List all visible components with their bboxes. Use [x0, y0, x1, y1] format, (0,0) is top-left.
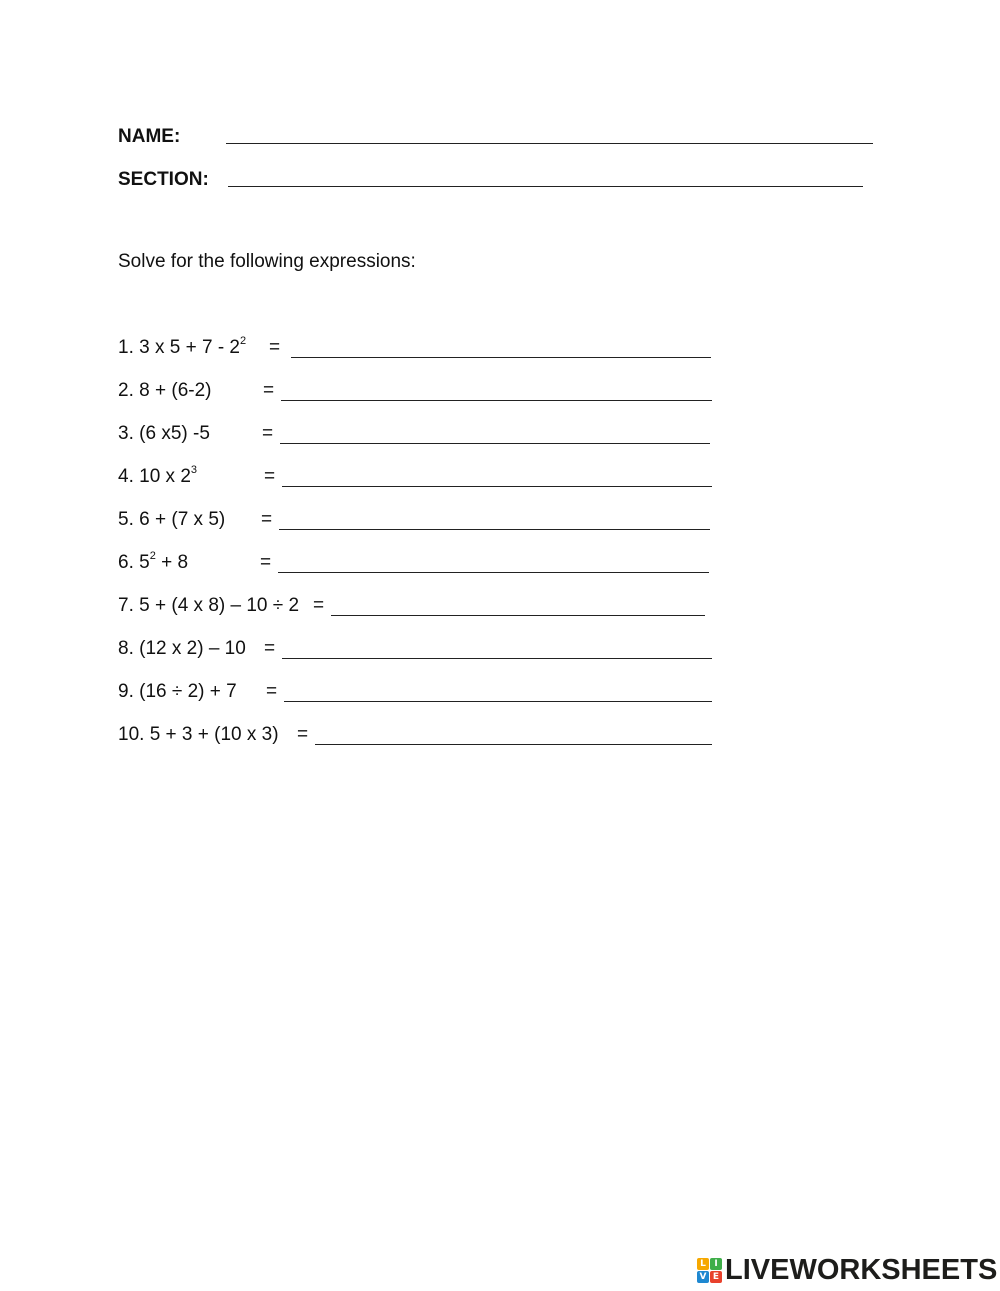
badge-letter: V	[697, 1271, 709, 1283]
problem-expression: (16 ÷ 2) + 7	[139, 681, 237, 702]
equals-sign: =	[261, 509, 273, 530]
problem-2	[118, 379, 211, 405]
problem-number: 3.	[118, 423, 134, 444]
logo-text: LIVEWORKSHEETS	[725, 1254, 998, 1286]
problem-number: 4.	[118, 466, 134, 487]
badge-letter: I	[710, 1258, 722, 1270]
problem-expression: 8 + (6-2)	[139, 380, 212, 401]
instructions-text: Solve for the following expressions:	[118, 251, 416, 272]
exponent: 2	[240, 334, 247, 347]
section-label: SECTION:	[118, 169, 209, 190]
equals-sign: =	[297, 724, 309, 745]
equals-sign: =	[269, 337, 281, 358]
problem-expression: (6 x5) -5	[139, 423, 210, 444]
problem-1	[118, 336, 246, 362]
answer-line-6[interactable]	[278, 572, 709, 573]
problem-number: 2.	[118, 380, 134, 401]
answer-line-5[interactable]	[279, 529, 710, 530]
answer-line-3[interactable]	[280, 443, 710, 444]
problem-number: 10.	[118, 724, 145, 745]
problem-6	[118, 551, 188, 577]
badge-letter: E	[710, 1271, 722, 1283]
section-field-row	[118, 161, 209, 191]
equals-sign: =	[260, 552, 272, 573]
problem-8	[118, 637, 246, 663]
problem-number: 9.	[118, 681, 134, 702]
problem-expression: 5 + 3 + (10 x 3)	[149, 724, 279, 745]
equals-sign: =	[263, 380, 275, 401]
answer-line-2[interactable]	[281, 400, 712, 401]
equals-sign: =	[313, 595, 325, 616]
problem-5	[118, 508, 225, 534]
equals-sign: =	[264, 638, 276, 659]
problem-expression: (12 x 2) – 10	[139, 638, 246, 659]
problem-number: 5.	[118, 509, 134, 530]
problem-3	[118, 422, 210, 448]
answer-line-1[interactable]	[291, 357, 711, 358]
answer-line-4[interactable]	[282, 486, 712, 487]
name-input-line[interactable]	[226, 143, 873, 144]
problem-number: 8.	[118, 638, 134, 659]
problem-number: 7.	[118, 595, 134, 616]
answer-line-9[interactable]	[284, 701, 712, 702]
name-field-row	[118, 118, 180, 148]
section-input-line[interactable]	[228, 186, 863, 187]
problem-4	[118, 465, 197, 491]
equals-sign: =	[264, 466, 276, 487]
problem-7	[118, 594, 299, 620]
equals-sign: =	[266, 681, 278, 702]
name-label: NAME:	[118, 126, 181, 147]
badge-letter: L	[697, 1258, 709, 1270]
problem-9	[118, 680, 237, 706]
liveworksheets-logo	[697, 1255, 997, 1285]
problem-expression: 5 + (4 x 8) – 10 ÷ 2	[139, 595, 300, 616]
problem-expression: 3 x 5 + 7 - 2	[139, 337, 241, 358]
problem-expression: 6 + (7 x 5)	[139, 509, 226, 530]
live-badge-icon	[697, 1258, 722, 1283]
problem-10	[118, 723, 279, 749]
answer-line-10[interactable]	[315, 744, 712, 745]
answer-line-7[interactable]	[331, 615, 705, 616]
problem-number: 6.	[118, 552, 134, 573]
problem-expression: 10 x 2	[139, 466, 191, 487]
problem-expression-tail: + 8	[155, 552, 189, 573]
exponent: 3	[190, 463, 198, 476]
exponent: 2	[149, 549, 156, 562]
answer-line-8[interactable]	[282, 658, 712, 659]
equals-sign: =	[262, 423, 274, 444]
problem-expression: 5	[139, 552, 150, 573]
problem-number: 1.	[118, 337, 134, 358]
